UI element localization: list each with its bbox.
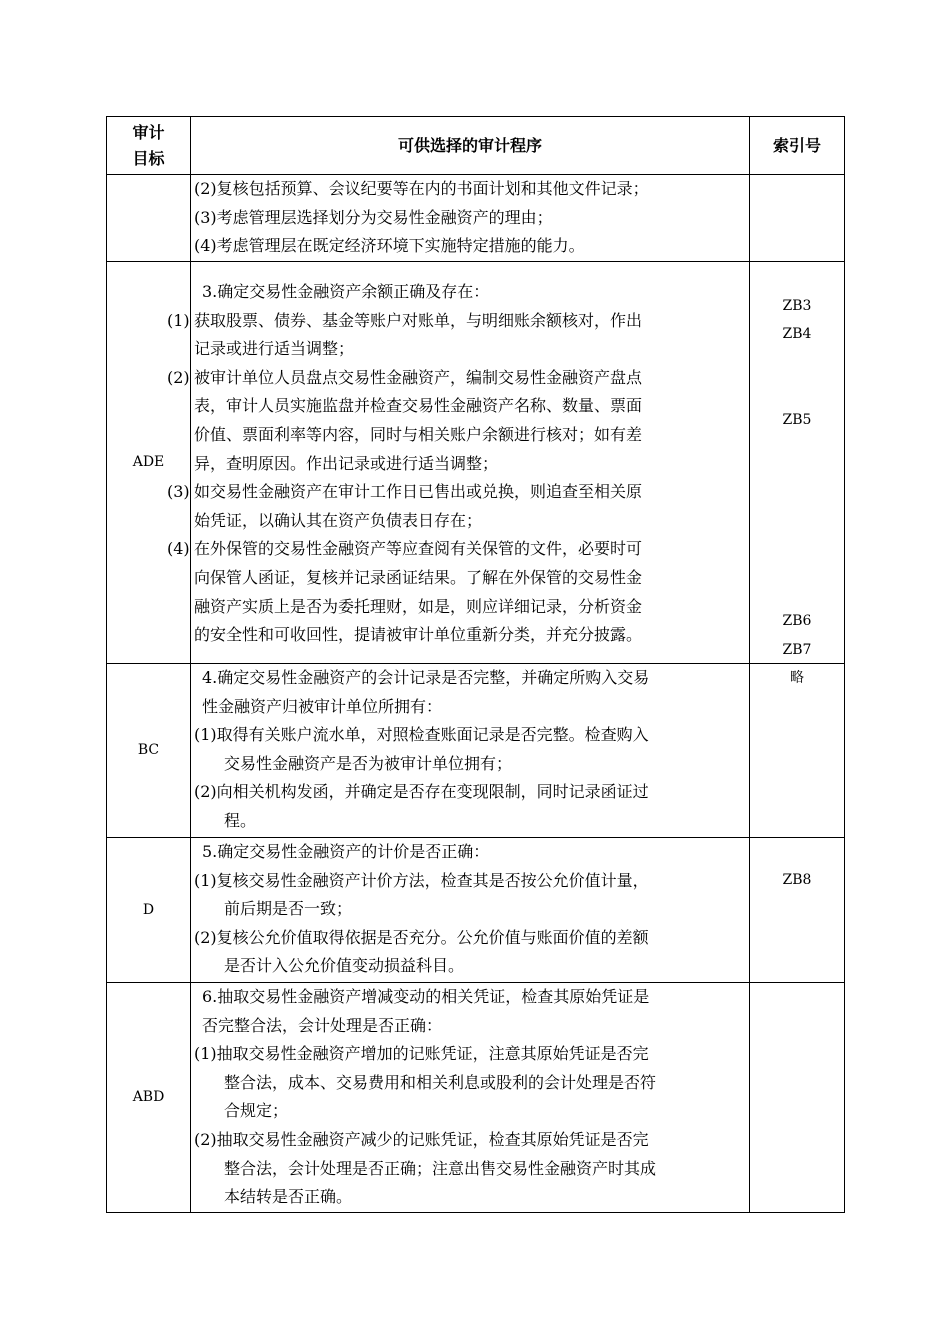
index-ref: ZB7 [782, 642, 812, 658]
table-row [107, 262, 845, 664]
table-row [107, 664, 845, 838]
procedure-item [167, 364, 743, 478]
table-row [107, 175, 845, 262]
procedure-item [167, 478, 743, 535]
procedure-line: (2)复核公允价值取得依据是否充分。公允价值与账面价值的差额 [194, 927, 649, 947]
procedure-cell [167, 262, 750, 664]
procedure-line: (1)抽取交易性金融资产增加的记账凭证，注意其原始凭证是否完 [194, 1044, 649, 1064]
procedure-cell [191, 838, 750, 983]
procedure-line: 本结转是否正确。 [224, 1187, 353, 1207]
procedure-cell [191, 983, 750, 1213]
index-cell [750, 175, 845, 262]
index-ref: ZB4 [782, 326, 812, 342]
header-procedure: 可供选择的审计程序 [191, 117, 750, 175]
header-index: 索引号 [750, 117, 845, 175]
procedure-line: (1)复核交易性金融资产计价方法，检查其是否按公允价值计量， [194, 870, 649, 890]
table-row [107, 838, 845, 983]
procedure-title: 3.确定交易性金融资产余额正确及存在： [202, 282, 490, 301]
table-header-row [107, 117, 845, 175]
procedure-cell [191, 664, 750, 838]
procedure-line: 的安全性和可收回性，提请被审计单位重新分类，并充分披露。 [194, 625, 643, 645]
procedure-line: 交易性金融资产是否为被审计单位拥有； [224, 753, 513, 773]
procedure-line: (2)复核包括预算、会议纪要等在内的书面计划和其他文件记录； [194, 179, 649, 198]
procedure-line: 记录或进行适当调整； [194, 339, 355, 359]
audit-goal [107, 175, 191, 262]
index-ref: ZB3 [782, 298, 812, 314]
table-row [107, 983, 845, 1213]
procedure-line: (2)抽取交易性金融资产减少的记账凭证，检查其原始凭证是否完 [194, 1129, 649, 1149]
index-ref: ZB5 [782, 412, 812, 428]
procedure-line: 价值、票面利率等内容，同时与相关账户余额进行核对；如有差 [194, 424, 643, 444]
index-cell [750, 262, 845, 664]
index-ref: ZB8 [782, 872, 812, 888]
audit-goal: ADE [107, 262, 191, 664]
audit-goal: D [107, 838, 191, 983]
procedure-line: 程。 [224, 810, 257, 830]
procedure-cell [191, 175, 750, 262]
procedure-item [167, 535, 743, 649]
procedure-title: 性金融资产归被审计单位所拥有： [202, 696, 443, 716]
index-ref: ZB6 [782, 613, 812, 629]
procedure-item [167, 307, 743, 364]
item-number: (3) [167, 482, 190, 502]
audit-goal: BC [107, 664, 191, 838]
procedure-line: 前后期是否一致； [224, 899, 353, 919]
item-number: (2) [167, 367, 190, 387]
procedure-line: 合规定； [224, 1101, 289, 1121]
procedure-line: 融资产实质上是否为委托理财，如是，则应详细记录，分析资金 [194, 596, 643, 616]
audit-goal: ABD [107, 983, 191, 1213]
procedure-line: 如交易性金融资产在审计工作日已售出或兑换，则追查至相关原 [194, 482, 643, 502]
procedure-line: (3)考虑管理层选择划分为交易性金融资产的理由； [194, 207, 553, 227]
procedure-title: 6.抽取交易性金融资产增减变动的相关凭证，检查其原始凭证是 [202, 987, 650, 1006]
procedure-title: 否完整合法，会计处理是否正确： [202, 1015, 443, 1035]
procedure-line: 向保管人函证，复核并记录函证结果。了解在外保管的交易性金 [194, 567, 643, 587]
procedure-line: 始凭证，以确认其在资产负债表日存在； [194, 510, 483, 530]
index-cell [750, 664, 845, 838]
index-cell [750, 838, 845, 983]
procedure-line: 异，查明原因。作出记录或进行适当调整； [194, 453, 499, 473]
item-number: (4) [167, 539, 190, 559]
procedure-line: 在外保管的交易性金融资产等应查阅有关保管的文件，必要时可 [194, 539, 643, 559]
index-ref: 略 [790, 670, 804, 686]
procedure-line: 表，审计人员实施监盘并检查交易性金融资产名称、数量、票面 [194, 396, 643, 416]
procedure-line: 被审计单位人员盘点交易性金融资产，编制交易性金融资产盘点 [194, 367, 643, 387]
header-goal: 审计目标 [107, 117, 191, 175]
procedure-line: 是否计入公允价值变动损益科目。 [224, 956, 465, 976]
index-cell [750, 983, 845, 1213]
audit-procedure-table [106, 116, 845, 1213]
procedure-line: 整合法，会计处理是否正确；注意出售交易性金融资产时其成 [224, 1158, 657, 1178]
item-number: (1) [167, 310, 190, 330]
procedure-line: 获取股票、债券、基金等账户对账单，与明细账余额核对，作出 [194, 310, 643, 330]
procedure-title: 5.确定交易性金融资产的计价是否正确： [202, 842, 490, 861]
procedure-line: (4)考虑管理层在既定经济环境下实施特定措施的能力。 [194, 236, 585, 256]
procedure-line: 整合法，成本、交易费用和相关利息或股利的会计处理是否符 [224, 1072, 657, 1092]
procedure-line: (1)取得有关账户流水单，对照检查账面记录是否完整。检查购入 [194, 725, 649, 745]
procedure-title: 4.确定交易性金融资产的会计记录是否完整，并确定所购入交易 [202, 668, 650, 687]
procedure-line: (2)向相关机构发函，并确定是否存在变现限制，同时记录函证过 [194, 782, 649, 802]
